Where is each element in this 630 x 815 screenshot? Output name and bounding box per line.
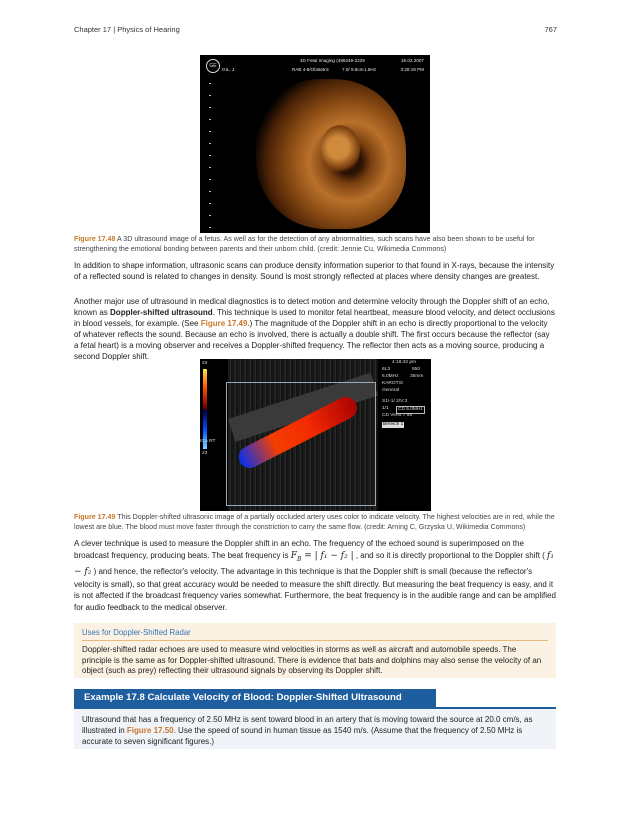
paragraph-doppler bbox=[74, 296, 556, 363]
doppler-radar-callout bbox=[74, 623, 556, 678]
eq-subscript: B bbox=[296, 555, 302, 563]
text: A clever technique is used to measure the Doppler shift in an echo. The frequency of the echoed sound is superimposed on the broadcast frequency, producing beats. The beat frequency is bbox=[74, 539, 524, 560]
side-label: ICA RT bbox=[200, 439, 216, 444]
overlay-cd-gain: CD Verst = 58 bbox=[382, 413, 412, 418]
equation-shift: f₁ − f₂ bbox=[74, 550, 554, 577]
text: . Use the speed of sound in human tissue as 1540 m/s. (Assume that the frequency of 2.50 MHz is accurate to seven significant figures.) bbox=[82, 726, 523, 746]
overlay-region: Bereich 1 bbox=[383, 422, 404, 427]
doppler-artery-image bbox=[200, 359, 431, 511]
overlay-exam: KAROTIS bbox=[382, 381, 404, 386]
overlay-settings: S1/-1/ 2/V:3 bbox=[382, 399, 408, 404]
text: Ultrasound that has a frequency of 2.50 MHz is sent toward blood in an artery that is moving toward the source at 20.0 cm/s, as illustrated in bbox=[82, 715, 533, 735]
text: Another major use of ultrasound in medical diagnostics is to detect motion and determine velocity through the Doppler shift of an echo, known as bbox=[74, 297, 550, 318]
text: , and so it is directly proportional to the Doppler shift ( bbox=[353, 550, 548, 560]
chapter-title: Chapter 17 | Physics of Hearing bbox=[74, 25, 180, 34]
overlay-frequency: 6.0MHz bbox=[382, 374, 399, 379]
key-term: Doppler-shifted ultrasound bbox=[110, 308, 213, 318]
example-text bbox=[82, 714, 548, 747]
paragraph-beat-frequency bbox=[74, 538, 556, 614]
fetus-ultrasound-image bbox=[200, 55, 430, 233]
callout-body: Doppler-shifted radar echoes are used to measure wind velocities in storms as well as aircraft and automobile speeds. The principle is the same as for Doppler-shifted ultrasound. There is evidence that bats and dolphins may also sense the velocity of an object (such as prey) reflecting their ultrasound signals by observing its Doppler shift. bbox=[82, 645, 542, 676]
overlay-probe: 6L3 bbox=[382, 367, 391, 372]
overlay-frequency: 1.5Hz bbox=[364, 67, 377, 72]
text: . This technique is used to monitor fetal heartbeat, measure blood velocity, and detect occlusions in blood vessels, for example. (See bbox=[74, 308, 555, 329]
overlay-depth: 7.0/ 9.8cm bbox=[342, 67, 364, 72]
text: .) The magnitude of the Doppler shift in an echo is directly proportional to the velocity of whatever reflects the sound. Because an echo is involved, there is actually a double shift. The first occurs because the reflector (say a fetal heart) is a moving observer and receives a Doppler-shifted frequency. The reflector then acts as a moving source, producing a second Doppler shift. bbox=[74, 319, 550, 362]
figure-caption-17-49 bbox=[74, 513, 556, 532]
overlay-date: 16.02.2007 bbox=[401, 58, 424, 63]
scale-bottom: 23 bbox=[202, 451, 208, 456]
ge-logo: GE bbox=[206, 59, 220, 73]
example-header bbox=[74, 689, 556, 709]
overlay-probe: RAB 4-8/Obstetric bbox=[292, 67, 330, 72]
figure-caption-text: This Doppler-shifted ultrasonic image of a partially occluded artery uses color to indicate velocity. The highest velocities are in red, while the lowest are blue. The blood must move faster through the constriction to carry the same flow. (credit: Arning C, Grzyska U, Wikimedia Commons) bbox=[74, 513, 555, 531]
overlay-mode: 4D Fetal Imaging (486249-2229 bbox=[300, 58, 365, 63]
velocity-color-bar bbox=[203, 369, 207, 449]
figure-link-17-49[interactable]: Figure 17.49 bbox=[200, 319, 248, 329]
figure-link-17-50[interactable]: Figure 17.50 bbox=[126, 726, 174, 735]
overlay-frame: 1/1 bbox=[382, 406, 389, 411]
overlay-depth: 35mm bbox=[410, 374, 424, 379]
overlay-time: 4:18:42 pm bbox=[392, 360, 417, 365]
page-number: 767 bbox=[544, 25, 557, 34]
overlay-cd-freq: CD 5.0MHz bbox=[398, 407, 423, 412]
text: ) and hence, the reflector's velocity. The advantage in this technique is that the Doppler shift is small (because the reflector's velocity is small), so that great accuracy would be needed to measure the shift directly. But measuring the beat frequency is easy, and it is not affected if the broadcast frequency varies somewhat. Furthermore, the beat frequency is in the audible range and can be amplified for audio feedback to the medical observer. bbox=[74, 566, 556, 613]
fetus-highlight bbox=[320, 125, 360, 175]
figure-caption-text: A 3D ultrasound image of a fetus. As well as for the detection of any abnormalities, such scans have also been shown to be useful for strengthening the emotional bonding between parents and their unborn child. (credit: Jennie Cu, Wikimedia Commons) bbox=[74, 235, 535, 253]
equation-beat bbox=[291, 551, 354, 561]
overlay-value: 850 bbox=[412, 367, 421, 372]
callout-title: Uses for Doppler-Shifted Radar bbox=[82, 628, 191, 637]
eq-rest: = | f₁ − f₂ | bbox=[301, 550, 354, 561]
example-title: Example 17.8 Calculate Velocity of Blood: Doppler-Shifted Ultrasound bbox=[74, 689, 436, 707]
paragraph-density: In addition to shape information, ultrasonic scans can produce density information superior to that found in X-rays, because the intensity of a reflected sound is related to changes in density. Sound is most strongly reflected at places where density changes are greatest. bbox=[74, 261, 555, 282]
overlay-preset: General bbox=[382, 388, 400, 393]
eq-symbol: F bbox=[290, 550, 297, 561]
page-header bbox=[74, 25, 557, 37]
scale-top: 23 bbox=[202, 361, 208, 366]
example-body bbox=[74, 709, 556, 749]
figure-label: Figure 17.49 bbox=[74, 513, 116, 521]
callout-divider bbox=[82, 640, 548, 641]
ultrasound-overlay-bar bbox=[200, 55, 430, 77]
overlay-time: 3:28:19 PM bbox=[400, 67, 424, 72]
overlay-patient: GIL, J bbox=[222, 67, 235, 72]
figure-label: Figure 17.48 bbox=[74, 235, 116, 243]
depth-scale bbox=[209, 83, 211, 228]
figure-caption-17-48 bbox=[74, 235, 556, 254]
